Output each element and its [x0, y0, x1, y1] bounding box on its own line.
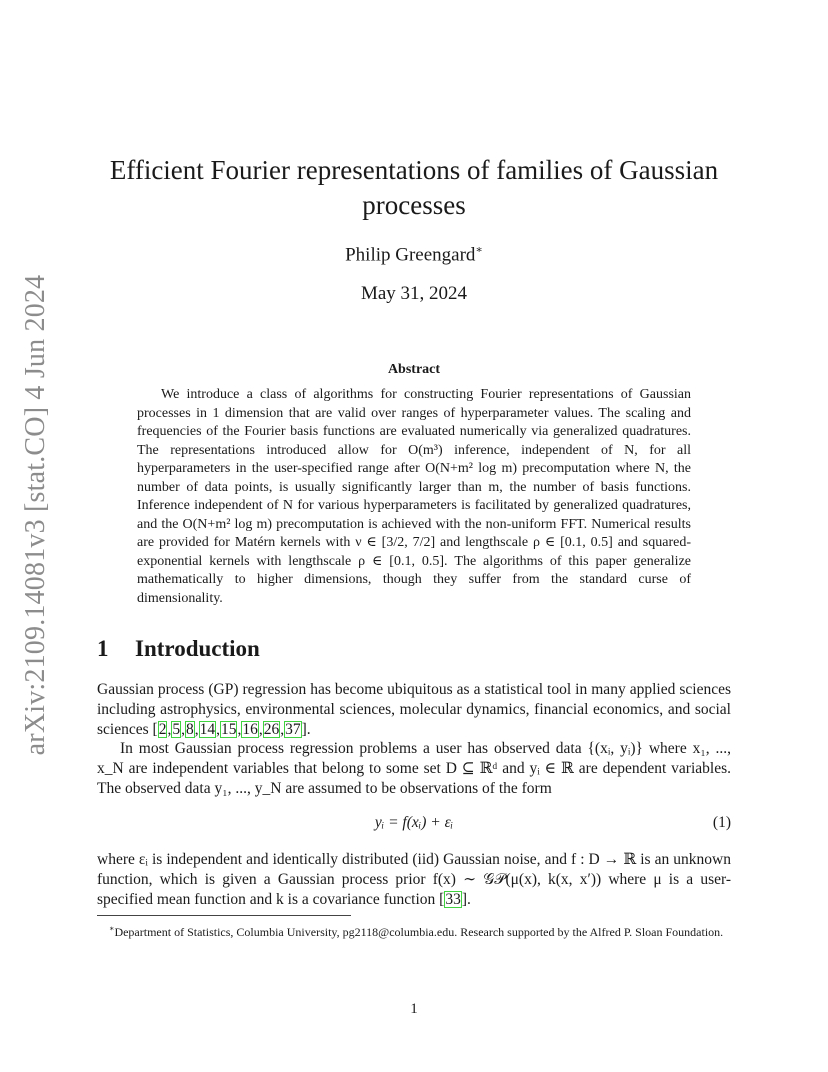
intro-paragraph-3 — [97, 850, 731, 910]
section-number: 1 — [97, 636, 109, 661]
page-number: 1 — [410, 1001, 418, 1017]
citation-link[interactable]: 5 — [172, 721, 181, 738]
abstract-heading: Abstract — [387, 362, 441, 377]
paper-date: May 31, 2024 — [360, 283, 468, 304]
footnote-rule — [97, 915, 351, 916]
paragraph-text: where εᵢ is independent and identically distributed (iid) Gaussian noise, and f : D → ℝ is an unknown function, which is given a Gaussian process prior f(x) ∼ 𝒢𝒫(μ(x), k(x, x′)) where μ is a user-specified mean function and k is a covariance function [ — [97, 851, 731, 908]
intro-paragraph-1 — [97, 680, 731, 740]
arxiv-identifier: arXiv:2109.14081v3 [stat.CO] 4 Jun 2024 — [20, 274, 51, 756]
author-footnote-mark[interactable]: ∗ — [475, 244, 483, 256]
citation-link[interactable]: 15 — [220, 721, 237, 738]
citation-link[interactable]: 33 — [445, 891, 461, 908]
citation-link[interactable]: 26 — [263, 721, 280, 738]
paragraph-text: Gaussian process (GP) regression has become ubiquitous as a statistical tool in many applied sciences including astrophysics, environmental sciences, molecular dynamics, financial economics, and social sciences [ — [97, 681, 731, 738]
citation-link[interactable]: 37 — [285, 721, 301, 738]
author-name: Philip Greengard — [345, 244, 476, 266]
footnote-text: Department of Statistics, Columbia University, pg2118@columbia.edu. Research supported by the Alfred P. Sloan Foundation. — [114, 925, 724, 939]
section-title: Introduction — [135, 636, 260, 661]
footnote-mark: ∗ — [109, 924, 115, 933]
citation-link[interactable]: 2 — [158, 721, 167, 738]
paragraph-text-end: ]. — [301, 721, 311, 738]
citation-link[interactable]: 8 — [185, 721, 194, 738]
section-heading — [97, 636, 260, 662]
equation-number: (1) — [712, 814, 731, 831]
author-line — [0, 243, 828, 266]
citation-link[interactable]: 14 — [199, 721, 216, 738]
abstract-body: We introduce a class of algorithms for constructing Fourier representations of Gaussian processes in 1 dimension that are valid over ranges of hyperparameter values. The scaling and frequencies of the Fourier basis functions are evaluated numerically via generalized quadratures. The representations introduced allow for O(m³) inference, independent of N, for all hyperparameters in the user-specified range after O(N+m² log m) precomputation where N, the number of data points, is usually significantly larger than m, the number of basis functions. Inference independent of N for various hyperparameters is facilitated by generalized quadratures, and the O(N+m² log m) precomputation is achieved with the non-uniform FFT. Numerical results are provided for Matérn kernels with ν ∈ [3/2, 7/2] and lengthscale ρ ∈ [0.1, 0.5] and squared-exponential kernels with lengthscale ρ ∈ [0.1, 0.5]. The algorithms of this paper generalize mathematically to higher dimensions, though they suffer from the standard curse of dimensionality. — [137, 387, 691, 606]
intro-paragraph-2: In most Gaussian process regression problems a user has observed data {(xᵢ, yᵢ)} where x₁, ..., x_N are independent variables that belong to some set D ⊆ ℝᵈ and yᵢ ∈ ℝ are dependent variables. The observed data y₁, ..., y_N are assumed to be observations of the form — [97, 740, 731, 797]
citation-link[interactable]: 16 — [242, 721, 258, 738]
footnote — [97, 921, 731, 940]
equation-body: yᵢ = f(xᵢ) + εᵢ — [374, 814, 454, 831]
paragraph-text-end: ]. — [461, 891, 471, 908]
paper-title: Efficient Fourier representations of families of Gaussian processes — [109, 155, 719, 220]
arxiv-sidebar — [14, 0, 58, 1072]
citation-list: 2,5,8,14,15,16,26,37 — [158, 721, 301, 738]
